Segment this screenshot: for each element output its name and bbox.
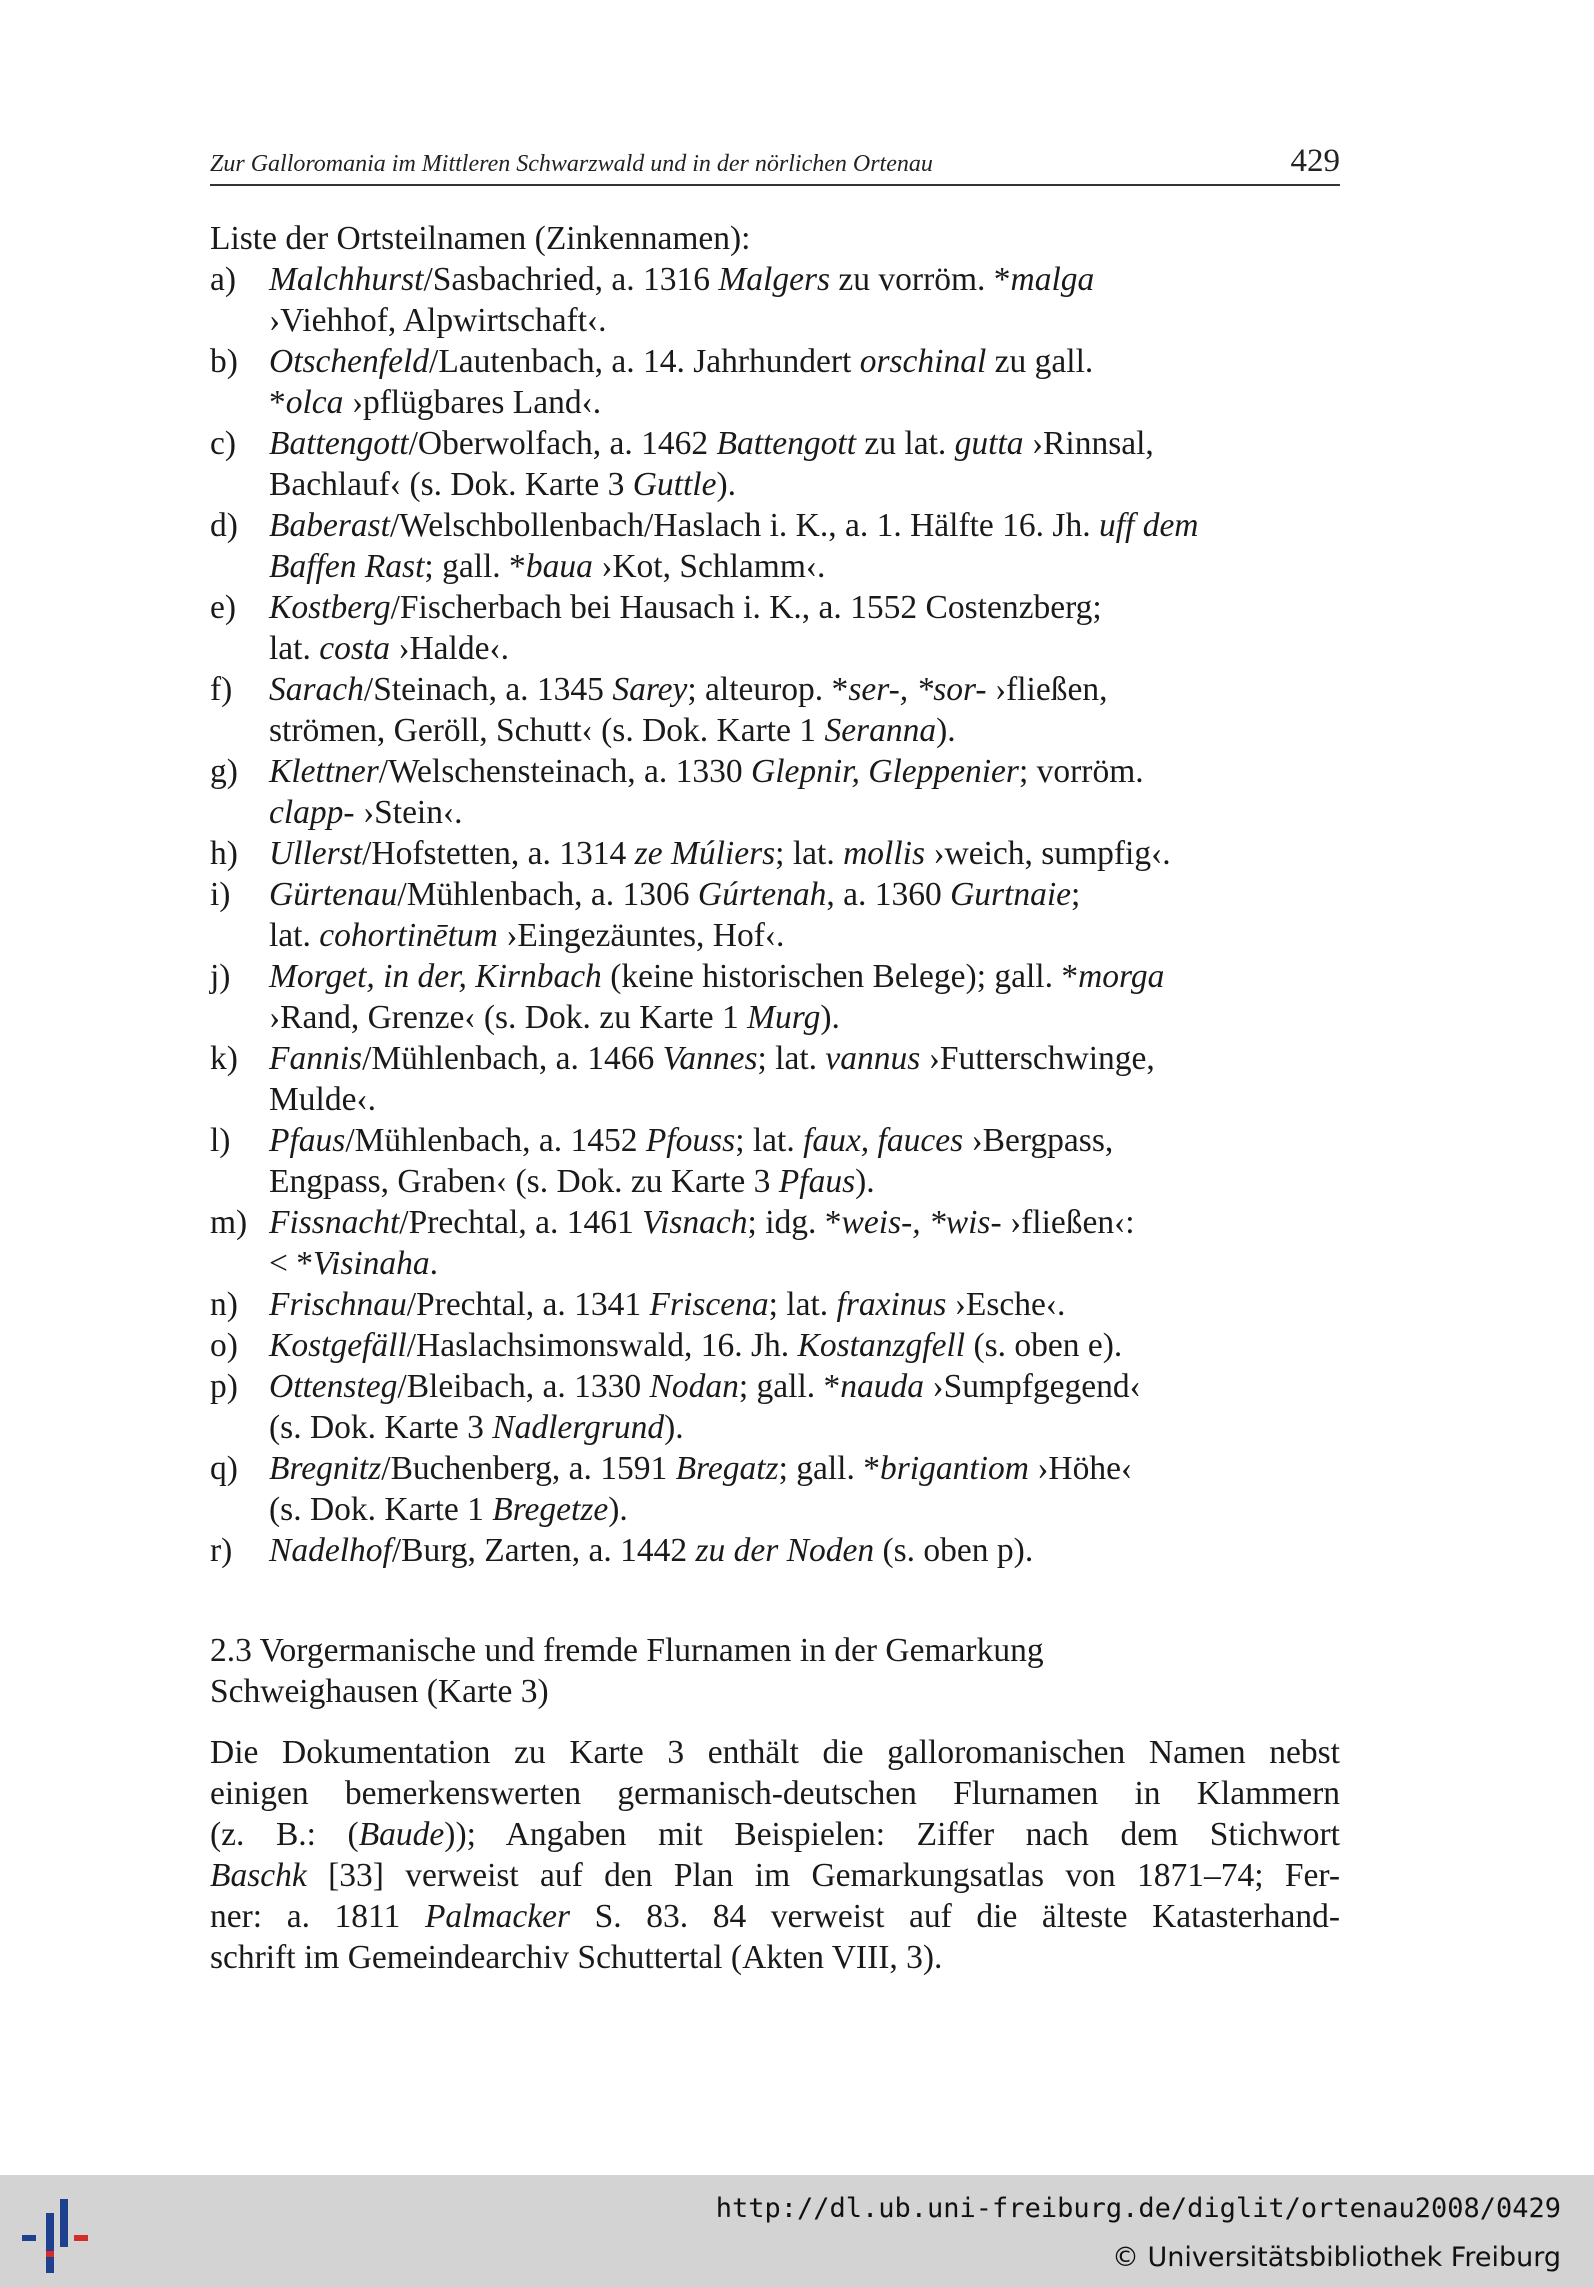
- text-run: ).: [936, 712, 956, 749]
- italic-text: Pfouss: [645, 1122, 736, 1159]
- list-item-letter: j): [210, 958, 231, 995]
- text-run: /Mühlenbach, a. 1466: [362, 1040, 663, 1077]
- italic-text: Ullerst: [269, 835, 363, 872]
- italic-text: Gúrtenah: [697, 876, 827, 913]
- text-line: [269, 587, 1340, 628]
- list-item: [210, 1366, 1340, 1448]
- list-item: [210, 669, 1340, 751]
- italic-text: Fannis: [269, 1040, 363, 1077]
- text-run: ).: [664, 1409, 684, 1446]
- text-run: (z. B.: (: [210, 1816, 359, 1853]
- text-run: /Haslachsimonswald, 16. Jh.: [406, 1327, 798, 1364]
- text-run: ›Esche‹.: [946, 1286, 1066, 1323]
- italic-text: morga: [1078, 958, 1165, 995]
- text-run: Mulde‹.: [269, 1081, 376, 1118]
- ub-freiburg-logo-icon: [22, 2191, 96, 2273]
- text-run: ›Stein‹.: [354, 794, 463, 831]
- text-line: [269, 915, 1340, 956]
- text-run: ; gall. *: [778, 1450, 880, 1487]
- list-item-letter: n): [210, 1286, 238, 1323]
- text-run: /Burg, Zarten, a. 1442: [391, 1532, 696, 1569]
- text-run: /Mühlenbach, a. 1306: [397, 876, 698, 913]
- italic-text: Bregnitz: [269, 1450, 382, 1487]
- text-line: [269, 1079, 1340, 1120]
- italic-text: zu der Noden: [695, 1532, 875, 1569]
- text-run: (s. oben e).: [965, 1327, 1123, 1364]
- list-item-text: [269, 1120, 1340, 1202]
- list-item: [210, 751, 1340, 833]
- text-line: [269, 710, 1340, 751]
- list-item-text: [269, 1530, 1340, 1571]
- italic-text: Nadlergrund: [492, 1409, 665, 1446]
- text-line: [269, 259, 1340, 300]
- italic-text: Visinaha: [313, 1245, 430, 1282]
- italic-text: brigantiom: [880, 1450, 1029, 1487]
- list-item: [210, 1038, 1340, 1120]
- text-run: ; vorröm.: [1018, 753, 1144, 790]
- italic-text: clapp-: [269, 794, 355, 831]
- text-line: [269, 1120, 1340, 1161]
- italic-text: Baberast: [269, 507, 390, 544]
- page-header: [210, 136, 1340, 186]
- italic-text: nauda: [840, 1368, 925, 1405]
- paragraph-line: [210, 1814, 1340, 1855]
- italic-text: olca: [285, 384, 344, 421]
- section-heading-line: 2.3 Vorgermanische und fremde Flurnamen in der Gemarkung: [210, 1632, 1044, 1669]
- italic-text: Klettner: [269, 753, 379, 790]
- italic-text: vannus: [825, 1040, 921, 1077]
- text-run: ; idg. *: [747, 1204, 842, 1241]
- text-run: ;: [1071, 876, 1081, 913]
- italic-text: Sarey: [612, 671, 688, 708]
- italic-text: malga: [1010, 261, 1095, 298]
- list-item: [210, 874, 1340, 956]
- place-name-list: [210, 259, 1340, 1571]
- text-run: /Bleibach, a. 1330: [397, 1368, 650, 1405]
- text-run: Die Dokumentation zu Karte 3 enthält die galloromanischen Namen nebst: [210, 1734, 1340, 1771]
- text-line: [269, 751, 1340, 792]
- list-item-letter: q): [210, 1450, 238, 1487]
- italic-text: uff dem: [1098, 507, 1199, 544]
- text-line: [269, 1530, 1340, 1571]
- list-item: [210, 833, 1340, 874]
- italic-text: Bregatz: [675, 1450, 779, 1487]
- list-item: [210, 341, 1340, 423]
- text-run: ›Futterschwinge,: [920, 1040, 1155, 1077]
- list-item-text: [269, 1202, 1340, 1284]
- text-run: ›fließen,: [986, 671, 1108, 708]
- paragraph-line: [210, 1773, 1340, 1814]
- italic-text: weis-, *wis-: [841, 1204, 1002, 1241]
- section-paragraph: [210, 1732, 1340, 1978]
- text-line: [269, 956, 1340, 997]
- list-item-letter: c): [210, 425, 237, 462]
- text-line: [269, 300, 1340, 341]
- text-run: ; gall. *: [738, 1368, 841, 1405]
- text-run: /Buchenberg, a. 1591: [381, 1450, 676, 1487]
- text-line: [269, 1202, 1340, 1243]
- italic-text: Vannes: [662, 1040, 758, 1077]
- text-run: ; lat.: [757, 1040, 826, 1077]
- text-run: ›Höhe‹: [1028, 1450, 1133, 1487]
- text-run: strömen, Geröll, Schutt‹ (s. Dok. Karte 1: [269, 712, 825, 749]
- text-run: ›weich, sumpfig‹.: [925, 835, 1171, 872]
- list-item: [210, 1284, 1340, 1325]
- text-run: (s. oben p).: [874, 1532, 1034, 1569]
- italic-text: Morget, in der, Kirnbach: [269, 958, 602, 995]
- list-item-text: [269, 1366, 1340, 1448]
- italic-text: Guttle: [632, 466, 717, 503]
- text-run: zu vorröm. *: [830, 261, 1011, 298]
- text-line: [269, 1366, 1340, 1407]
- list-item-text: [269, 1284, 1340, 1325]
- text-line: [269, 997, 1340, 1038]
- text-line: [269, 1243, 1340, 1284]
- text-run: (s. Dok. Karte 3: [269, 1409, 493, 1446]
- text-line: [269, 1161, 1340, 1202]
- italic-text: Baffen Rast: [269, 548, 425, 585]
- text-line: [269, 382, 1340, 423]
- text-run: ).: [855, 1163, 875, 1200]
- page-number: 429: [1290, 143, 1340, 179]
- italic-text: Palmacker: [424, 1898, 571, 1935]
- list-item: [210, 423, 1340, 505]
- list-item-text: [269, 1325, 1340, 1366]
- text-run: ›Halde‹.: [389, 630, 510, 667]
- list-heading: Liste der Ortsteilnamen (Zinkennamen):: [210, 220, 751, 257]
- text-run: Engpass, Graben‹ (s. Dok. zu Karte 3: [269, 1163, 779, 1200]
- list-item-letter: a): [210, 261, 237, 298]
- text-run: ; lat.: [775, 835, 844, 872]
- italic-text: costa: [319, 630, 390, 667]
- list-item: [210, 587, 1340, 669]
- list-item-letter: m): [210, 1204, 248, 1241]
- italic-text: Battengott: [716, 425, 857, 462]
- text-run: ; alteurop. *: [687, 671, 849, 708]
- text-run: )); Angaben mit Beispielen: Ziffer nach dem Stichwort: [444, 1816, 1340, 1853]
- italic-text: Gürtenau: [269, 876, 398, 913]
- italic-text: orschinal: [859, 343, 987, 380]
- text-run: [33] verweist auf den Plan im Gemarkungsatlas von 1871–74; Fer-: [306, 1857, 1340, 1894]
- list-item-letter: f): [210, 671, 233, 708]
- paragraph-line: [210, 1855, 1340, 1896]
- italic-text: cohortinētum: [319, 917, 498, 954]
- text-run: /Hofstetten, a. 1314: [362, 835, 635, 872]
- text-run: /Steinach, a. 1345: [363, 671, 613, 708]
- text-run: ›Kot, Schlamm‹.: [592, 548, 826, 585]
- list-item-letter: l): [210, 1122, 231, 1159]
- italic-text: Baschk: [210, 1857, 307, 1894]
- italic-text: Visnach: [642, 1204, 748, 1241]
- list-item-letter: h): [210, 835, 238, 872]
- text-run: /Lautenbach, a. 14. Jahrhundert: [429, 343, 860, 380]
- text-run: zu gall.: [986, 343, 1094, 380]
- text-run: ›Sumpfgegend‹: [924, 1368, 1141, 1405]
- list-item-letter: e): [210, 589, 237, 626]
- italic-text: Friscena: [649, 1286, 769, 1323]
- text-run: /Prechtal, a. 1341: [406, 1286, 650, 1323]
- list-item: [210, 1325, 1340, 1366]
- text-run: /Welschensteinach, a. 1330: [378, 753, 751, 790]
- list-item-text: [269, 1448, 1340, 1530]
- text-run: ›Rand, Grenze‹ (s. Dok. zu Karte 1: [269, 999, 748, 1036]
- text-line: [269, 423, 1340, 464]
- italic-text: mollis: [843, 835, 925, 872]
- italic-text: Malchhurst: [269, 261, 424, 298]
- italic-text: Battengott: [269, 425, 409, 462]
- text-line: [269, 833, 1340, 874]
- text-run: schrift im Gemeindearchiv Schuttertal (Akten VIII, 3).: [210, 1939, 943, 1976]
- text-run: Bachlauf‹ (s. Dok. Karte 3: [269, 466, 633, 503]
- text-run: lat.: [269, 630, 320, 667]
- footer-bar: [0, 2175, 1594, 2287]
- list-item: [210, 259, 1340, 341]
- italic-text: Kostgefäll: [269, 1327, 407, 1364]
- list-item-text: [269, 587, 1340, 669]
- text-run: ; gall. *: [424, 548, 526, 585]
- italic-text: gutta: [954, 425, 1024, 462]
- text-run: /Mühlenbach, a. 1452: [345, 1122, 646, 1159]
- text-line: [269, 546, 1340, 587]
- text-line: [269, 1489, 1340, 1530]
- text-line: [269, 1325, 1340, 1366]
- text-run: (s. Dok. Karte 1: [269, 1491, 493, 1528]
- text-run: ner: a. 1811: [210, 1898, 425, 1935]
- text-run: ).: [820, 999, 840, 1036]
- text-line: [269, 669, 1340, 710]
- list-item-text: [269, 341, 1340, 423]
- list-item-letter: o): [210, 1327, 238, 1364]
- italic-text: Sarach: [269, 671, 364, 708]
- text-run: ; lat.: [768, 1286, 837, 1323]
- text-run: /Prechtal, a. 1461: [399, 1204, 643, 1241]
- list-item: [210, 505, 1340, 587]
- text-run: < *: [269, 1245, 314, 1282]
- list-item: [210, 1202, 1340, 1284]
- paragraph-line: [210, 1896, 1340, 1937]
- section-heading-line: Schweighausen (Karte 3): [210, 1673, 549, 1710]
- list-item-text: [269, 505, 1340, 587]
- italic-text: Pfaus: [778, 1163, 856, 1200]
- italic-text: ser-, *sor-: [848, 671, 987, 708]
- italic-text: Gurtnaie: [950, 876, 1072, 913]
- italic-text: Kostanzgfell: [797, 1327, 966, 1364]
- italic-text: faux, fauces: [803, 1122, 964, 1159]
- list-item-text: [269, 259, 1340, 341]
- list-item-letter: k): [210, 1040, 238, 1077]
- italic-text: Kostberg: [269, 589, 391, 626]
- list-item-text: [269, 669, 1340, 751]
- section-heading: [210, 1630, 1340, 1712]
- text-line: [269, 1407, 1340, 1448]
- italic-text: Baude: [358, 1816, 445, 1853]
- text-run: /Fischerbach bei Hausach i. K., a. 1552 Costenzberg;: [390, 589, 1102, 626]
- text-run: ›Rinnsal,: [1023, 425, 1154, 462]
- italic-text: Nadelhof: [269, 1532, 392, 1569]
- italic-text: ze Múliers: [634, 835, 776, 872]
- list-item-letter: b): [210, 343, 238, 380]
- list-item-letter: i): [210, 876, 231, 913]
- list-item: [210, 1120, 1340, 1202]
- italic-text: Frischnau: [269, 1286, 407, 1323]
- page-body: [210, 218, 1340, 1978]
- italic-text: Seranna: [824, 712, 937, 749]
- italic-text: Bregetze: [492, 1491, 609, 1528]
- italic-text: Otschenfeld: [269, 343, 430, 380]
- text-run: /Welschbollenbach/Haslach i. K., a. 1. Hälfte 16. Jh.: [389, 507, 1099, 544]
- list-item: [210, 956, 1340, 1038]
- text-run: (keine historischen Belege); gall. *: [601, 958, 1079, 995]
- text-run: ›pflügbares Land‹.: [343, 384, 602, 421]
- text-run: ›Bergpass,: [963, 1122, 1114, 1159]
- list-item-text: [269, 956, 1340, 1038]
- footer-url[interactable]: http://dl.ub.uni-freiburg.de/diglit/ortenau2008/0429: [715, 2193, 1561, 2224]
- list-item-text: [269, 874, 1340, 956]
- text-run: einigen bemerkenswerten germanisch-deutschen Flurnamen in Klammern: [210, 1775, 1340, 1812]
- paragraph-line: [210, 1732, 1340, 1773]
- italic-text: Ottensteg: [269, 1368, 398, 1405]
- italic-text: fraxinus: [836, 1286, 947, 1323]
- italic-text: Nodan: [649, 1368, 739, 1405]
- text-line: [269, 874, 1340, 915]
- list-item-letter: d): [210, 507, 238, 544]
- list-item-text: [269, 833, 1340, 874]
- italic-text: Fissnacht: [269, 1204, 400, 1241]
- text-run: ›Viehhof, Alpwirtschaft‹.: [269, 302, 607, 339]
- list-item: [210, 1530, 1340, 1571]
- text-line: [269, 341, 1340, 382]
- list-item-text: [269, 423, 1340, 505]
- italic-text: Malgers: [718, 261, 831, 298]
- text-run: *: [269, 384, 286, 421]
- text-run: lat.: [269, 917, 320, 954]
- footer-copyright: © Universitätsbibliothek Freiburg: [1111, 2242, 1561, 2273]
- text-run: S. 83. 84 verweist auf die älteste Katasterhand-: [570, 1898, 1340, 1935]
- text-run: ).: [716, 466, 736, 503]
- text-line: [269, 1038, 1340, 1079]
- italic-text: Pfaus: [269, 1122, 346, 1159]
- italic-text: Murg: [747, 999, 821, 1036]
- text-run: /Sasbachried, a. 1316: [423, 261, 719, 298]
- text-run: zu lat.: [856, 425, 955, 462]
- italic-text: baua: [525, 548, 593, 585]
- text-run: ›fließen‹:: [1001, 1204, 1135, 1241]
- list-item-text: [269, 1038, 1340, 1120]
- text-run: ).: [608, 1491, 628, 1528]
- paragraph-line: [210, 1937, 1340, 1978]
- text-line: [269, 628, 1340, 669]
- list-item-letter: r): [210, 1532, 233, 1569]
- list-item-text: [269, 751, 1340, 833]
- text-line: [269, 1448, 1340, 1489]
- running-title: Zur Galloromania im Mittleren Schwarzwald und in der nörlichen Ortenau: [210, 151, 933, 177]
- text-run: /Oberwolfach, a. 1462: [408, 425, 717, 462]
- list-item-letter: g): [210, 753, 238, 790]
- text-line: [269, 464, 1340, 505]
- list-item-letter: p): [210, 1368, 238, 1405]
- text-run: ›Eingezäuntes, Hof‹.: [497, 917, 785, 954]
- text-run: ; lat.: [735, 1122, 804, 1159]
- text-run: , a. 1360: [826, 876, 951, 913]
- text-line: [269, 1284, 1340, 1325]
- text-line: [269, 792, 1340, 833]
- list-item: [210, 1448, 1340, 1530]
- text-run: .: [429, 1245, 439, 1282]
- text-line: [269, 505, 1340, 546]
- italic-text: Glepnir, Gleppenier: [751, 753, 1019, 790]
